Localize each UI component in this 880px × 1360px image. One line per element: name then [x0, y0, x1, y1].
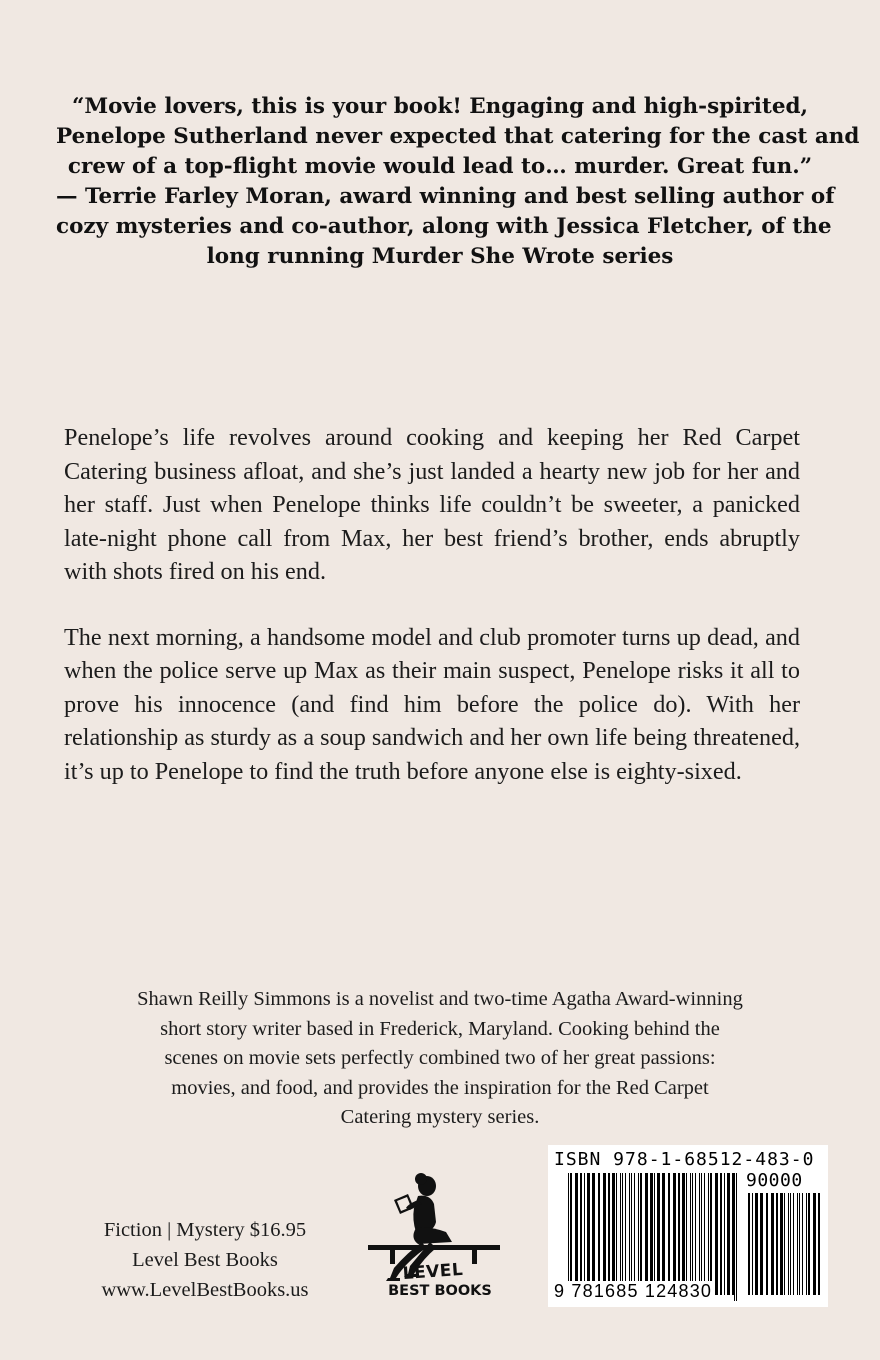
publisher-info — [40, 1215, 370, 1305]
barcode-bar — [668, 1173, 670, 1295]
bio-line: Shawn Reilly Simmons is a novelist and two-time Agatha Award-winning — [137, 988, 743, 1010]
barcode-bar — [793, 1193, 794, 1295]
barcode-bar — [629, 1173, 630, 1295]
barcode-bar — [710, 1173, 712, 1295]
barcode-bar — [701, 1173, 702, 1295]
barcode-bar — [808, 1193, 810, 1295]
barcode-bar — [580, 1173, 582, 1295]
barcode-bar — [634, 1173, 635, 1295]
barcode-bar — [755, 1193, 758, 1295]
barcode-bar — [625, 1173, 626, 1295]
barcode-bar — [603, 1173, 606, 1295]
barcode-bar — [720, 1173, 722, 1295]
blurb-line: cozy mysteries and co-author, along with Jessica Fletcher, of the — [56, 214, 832, 239]
blurb-quote — [56, 92, 860, 272]
author-bio — [60, 985, 820, 1133]
synopsis — [64, 421, 800, 820]
barcode-bar — [752, 1193, 753, 1295]
barcode-bar — [776, 1193, 778, 1295]
blurb-line: — Terrie Farley Moran, award winning and best selling author of — [56, 184, 835, 209]
genre-price: Fiction | Mystery $16.95 — [103, 1219, 307, 1241]
bio-line: Catering mystery series. — [340, 1106, 540, 1128]
barcode-bar — [592, 1173, 595, 1295]
publisher-website: www.LevelBestBooks.us — [101, 1279, 309, 1301]
barcode-bar — [673, 1173, 676, 1295]
barcode-bar — [645, 1173, 648, 1295]
barcode-bar — [780, 1193, 783, 1295]
barcode-bar — [799, 1193, 800, 1295]
barcode-bar — [612, 1173, 615, 1295]
barcode-bar — [790, 1193, 791, 1295]
blurb-line: long running Murder She Wrote series — [206, 244, 674, 269]
blurb-line: “Movie lovers, this is your book! Engaging and high-spirited, — [71, 94, 809, 119]
barcode-bar — [818, 1193, 820, 1295]
barcode-bar — [802, 1193, 803, 1295]
ean-digits: 9 781685 124830 — [554, 1281, 713, 1301]
barcode-bar — [598, 1173, 600, 1295]
isbn-number: ISBN 978-1-68512-483-0 — [554, 1149, 815, 1170]
barcode-bar — [575, 1173, 578, 1295]
isbn-barcode — [548, 1145, 828, 1307]
barcode-bar — [690, 1173, 691, 1295]
barcode-bar — [727, 1173, 730, 1295]
barcode-bar — [766, 1193, 768, 1295]
barcode-bar — [662, 1173, 665, 1295]
barcode-bar — [760, 1193, 763, 1295]
barcode-bar — [784, 1193, 785, 1295]
barcode-bar — [682, 1173, 685, 1295]
price-code: 90000 — [746, 1170, 803, 1191]
blurb-line: crew of a top-flight movie would lead to… murder. Great fun.” — [67, 154, 813, 179]
barcode-bar — [650, 1173, 652, 1295]
barcode-bar — [608, 1173, 610, 1295]
barcode-bar — [724, 1173, 725, 1295]
publisher-logo — [360, 1170, 505, 1310]
barcode-bar — [620, 1173, 621, 1295]
barcode-bar — [678, 1173, 680, 1295]
barcode-bar — [704, 1173, 705, 1295]
barcode-bar — [631, 1173, 632, 1295]
publisher-name: Level Best Books — [132, 1249, 278, 1271]
logo-text-level: LEVEL — [402, 1259, 464, 1285]
blurb-line: Penelope Sutherland never expected that catering for the cast and — [56, 124, 860, 149]
barcode-bar — [788, 1193, 789, 1295]
barcode-bar — [708, 1173, 709, 1295]
barcode-bar — [771, 1193, 774, 1295]
barcode-bar — [584, 1173, 585, 1295]
barcode-bar — [638, 1173, 639, 1295]
bio-line: scenes on movie sets perfectly combined two of her great passions: — [164, 1047, 716, 1069]
barcode-guard-bar — [734, 1173, 735, 1301]
barcode-bar — [695, 1173, 696, 1295]
barcode-guard-bar — [736, 1173, 737, 1301]
bio-line: short story writer based in Frederick, Maryland. Cooking behind the — [160, 1017, 720, 1040]
barcode-bar — [813, 1193, 816, 1295]
synopsis-paragraph: Penelope’s life revolves around cooking and keeping her Red Carpet Catering business afloat, and she’s just landed a hearty new job for her and her staff. Just when Penelope thinks life couldn’t be sweeter, a panicked late-night phone call from Max, her best friend’s brother, ends abruptly with shots fired on his end. — [64, 424, 800, 585]
barcode-bar — [616, 1173, 617, 1295]
barcode-bar — [699, 1173, 700, 1295]
barcode-bar — [622, 1173, 623, 1295]
barcode-bar — [686, 1173, 687, 1295]
synopsis-paragraph: The next morning, a handsome model and club promoter turns up dead, and when the police serve up Max as their main suspect, Penelope risks it all to prove his innocence (and find him before the police do). With her relationship as sturdy as a soup sandwich and her own life being threatened, it’s up to Penelope to find the truth before anyone else is eighty-sixed. — [64, 623, 800, 785]
barcode-bar — [657, 1173, 660, 1295]
barcode-bar — [587, 1173, 590, 1295]
barcode-bar — [715, 1173, 718, 1295]
barcode-bar — [692, 1173, 693, 1295]
barcode-bar — [797, 1193, 798, 1295]
barcode-bar — [806, 1193, 807, 1295]
bio-line: movies, and food, and provides the inspiration for the Red Carpet — [171, 1076, 709, 1099]
barcode-bar — [640, 1173, 642, 1295]
logo-text-best-books: BEST BOOKS — [388, 1283, 492, 1299]
barcode-bar — [748, 1193, 750, 1295]
